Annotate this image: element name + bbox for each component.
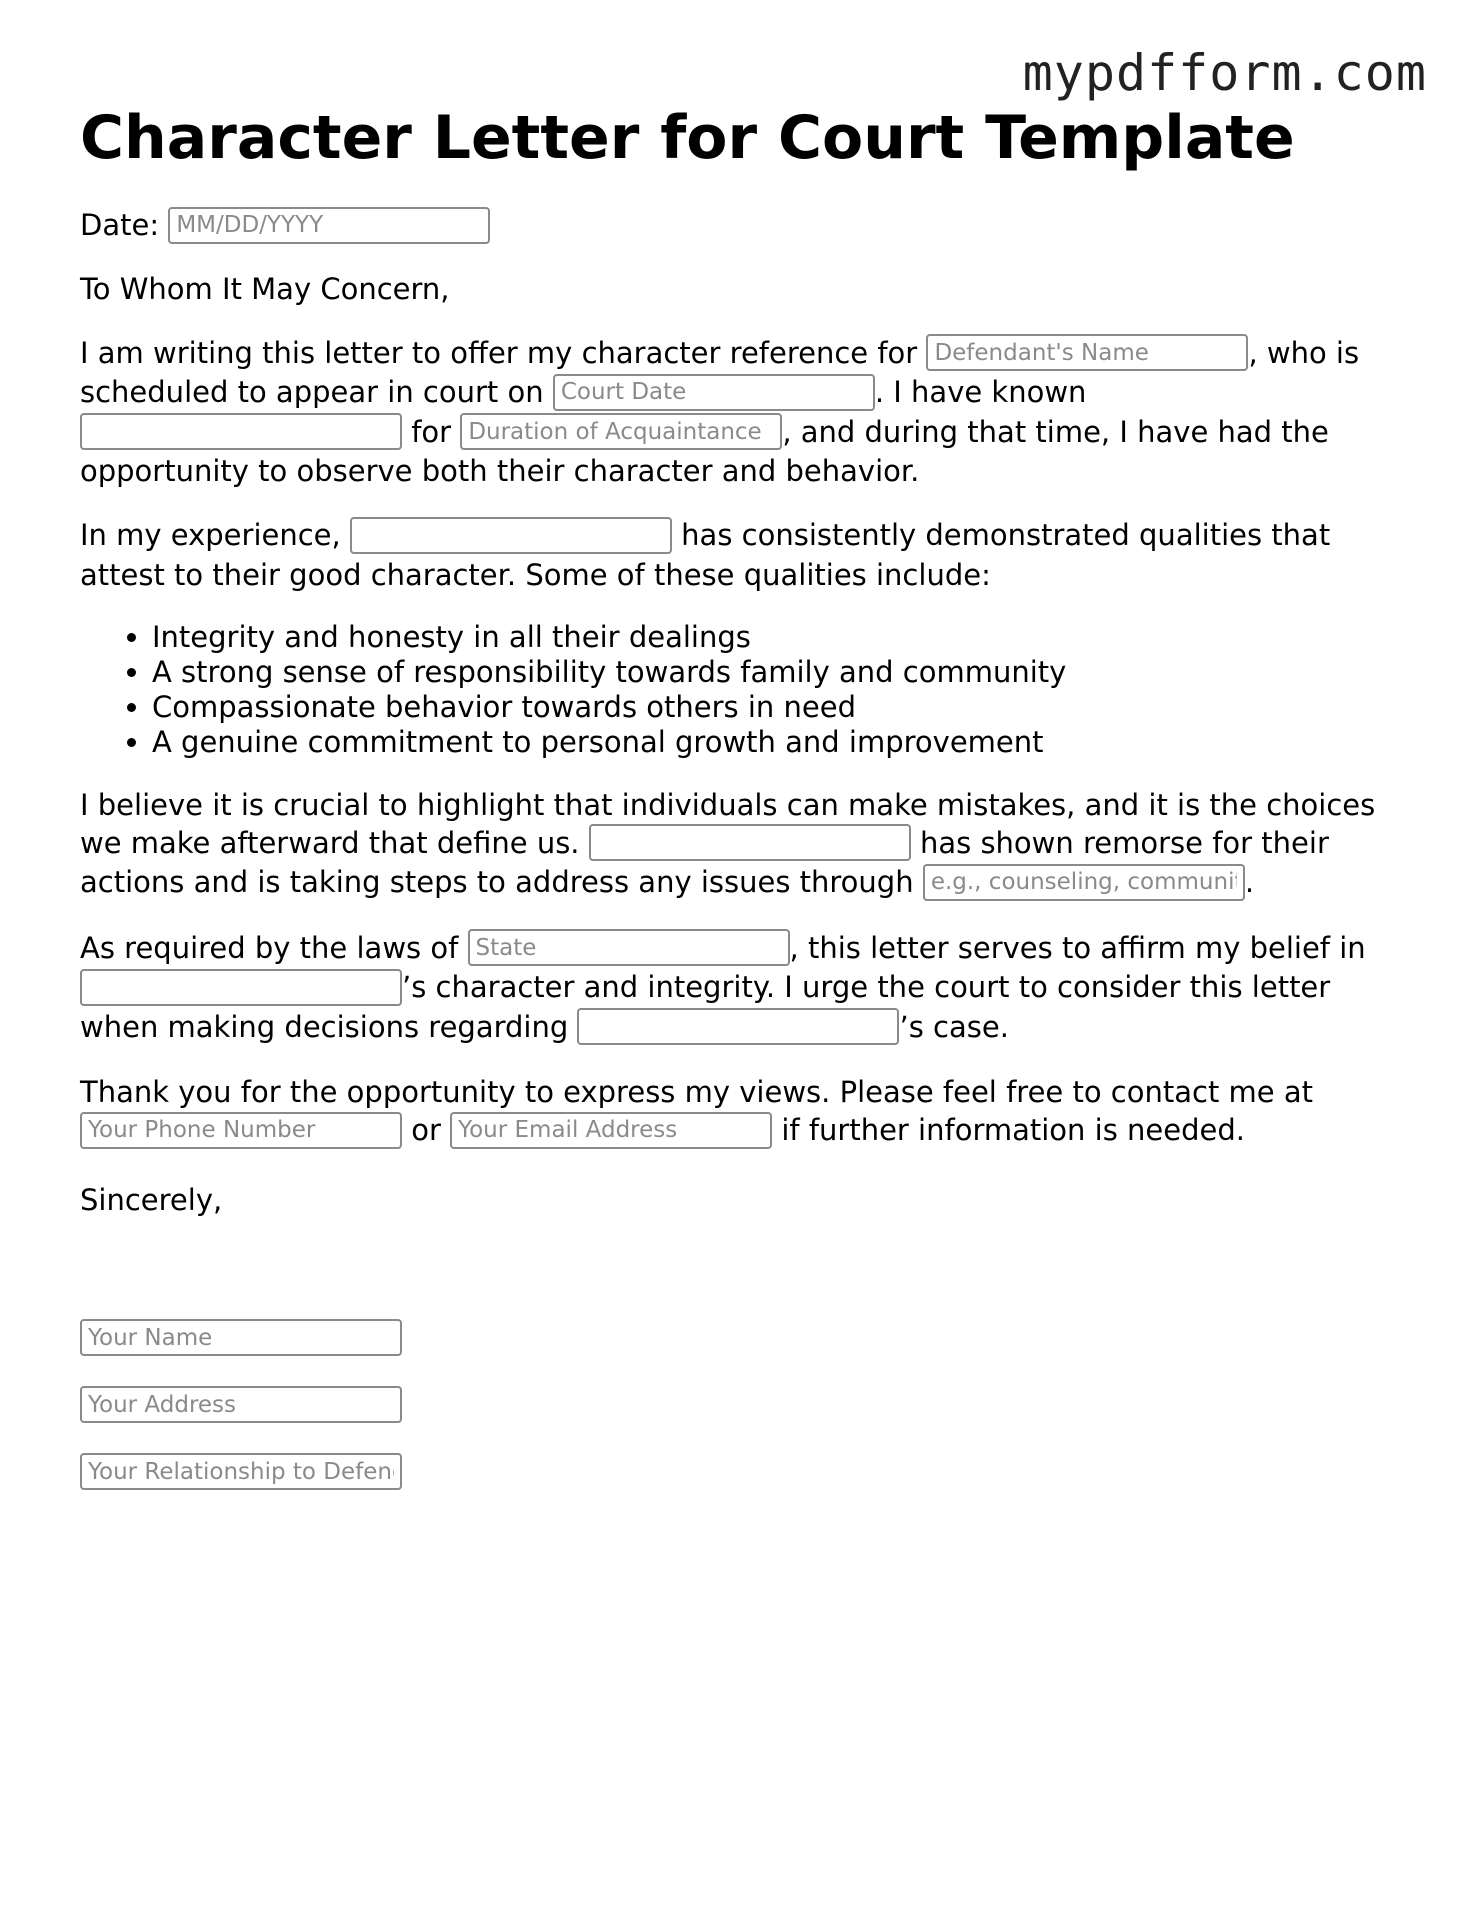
signature-row (80, 1451, 1380, 1488)
list-item: • A genuine commitment to personal growth and improvement (152, 725, 1380, 760)
phone-field[interactable] (80, 1112, 402, 1149)
qualities-list (80, 620, 1380, 760)
signature-block (80, 1317, 1380, 1488)
affirmation-paragraph (80, 929, 1380, 1048)
email-field[interactable] (450, 1112, 772, 1149)
affirmation-text-1: As required by the laws of (80, 930, 468, 965)
letter-page (80, 100, 1380, 1518)
affirmation-text-3: ’s character and integrity. I urge the court to consider this letter when making decisions regarding (80, 970, 1331, 1044)
remorse-paragraph (80, 786, 1380, 903)
watermark: mypdfform.com (1022, 44, 1427, 102)
intro-text-1: I am writing this letter to offer my character reference for (80, 335, 927, 370)
date-field[interactable] (168, 207, 490, 244)
your-name-field[interactable] (80, 1319, 402, 1356)
contact-text-3: if further information is needed. (772, 1113, 1245, 1147)
list-item: • A strong sense of responsibility towards family and community (152, 655, 1380, 690)
remorse-text-3: . (1244, 865, 1255, 899)
defendant-name-field-4[interactable] (589, 824, 911, 861)
intro-paragraph (80, 334, 1380, 491)
intro-text-5: , and during that time, I have had the opportunity to observe both their character and behavior. (80, 414, 1329, 488)
state-field[interactable] (468, 929, 790, 966)
date-line (80, 206, 1380, 246)
intro-text-3: . I have known (874, 375, 1087, 409)
steps-field[interactable] (923, 864, 1245, 901)
your-address-field[interactable] (80, 1386, 402, 1423)
list-item: • Integrity and honesty in all their dealings (152, 620, 1380, 655)
contact-paragraph (80, 1073, 1380, 1151)
intro-text-2: , who is scheduled to appear in court on (80, 335, 1360, 409)
defendant-name-field-3[interactable] (350, 517, 672, 554)
signature-row (80, 1384, 1380, 1421)
date-label: Date: (80, 208, 160, 242)
letter-body (80, 206, 1380, 1488)
duration-field[interactable] (460, 413, 782, 450)
affirmation-text-4: ’s case. (899, 1009, 1009, 1044)
page-title: Character Letter for Court Template (80, 103, 1295, 173)
contact-text-2: or (402, 1113, 451, 1147)
affirmation-text-2: , this letter serves to affirm my belief in (789, 930, 1366, 965)
defendant-name-field[interactable] (926, 334, 1248, 371)
defendant-name-field-6[interactable] (577, 1008, 899, 1045)
defendant-name-field-5[interactable] (80, 969, 402, 1006)
remorse-text-2: has shown remorse for their actions and is taking steps to address any issues through (80, 825, 1329, 899)
contact-text-1: Thank you for the opportunity to express my views. Please feel free to contact me at (80, 1075, 1313, 1109)
signature-row (80, 1317, 1380, 1354)
experience-text-2: has consistently demonstrated qualities that attest to their good character. Some of these qualities include: (80, 518, 1331, 592)
experience-paragraph (80, 516, 1380, 594)
experience-text-1: In my experience, (80, 518, 350, 552)
defendant-name-field-2[interactable] (80, 413, 402, 450)
signoff: Sincerely, (80, 1182, 223, 1217)
relationship-field[interactable] (80, 1453, 402, 1490)
intro-text-4: for (402, 414, 461, 449)
remorse-text-1: I believe it is crucial to highlight that individuals can make mistakes, and it is the choices we make afterward that define us. (80, 787, 1376, 860)
list-item: • Compassionate behavior towards others in need (152, 690, 1380, 725)
salutation: To Whom It May Concern, (80, 271, 450, 306)
court-date-field[interactable] (553, 374, 875, 411)
